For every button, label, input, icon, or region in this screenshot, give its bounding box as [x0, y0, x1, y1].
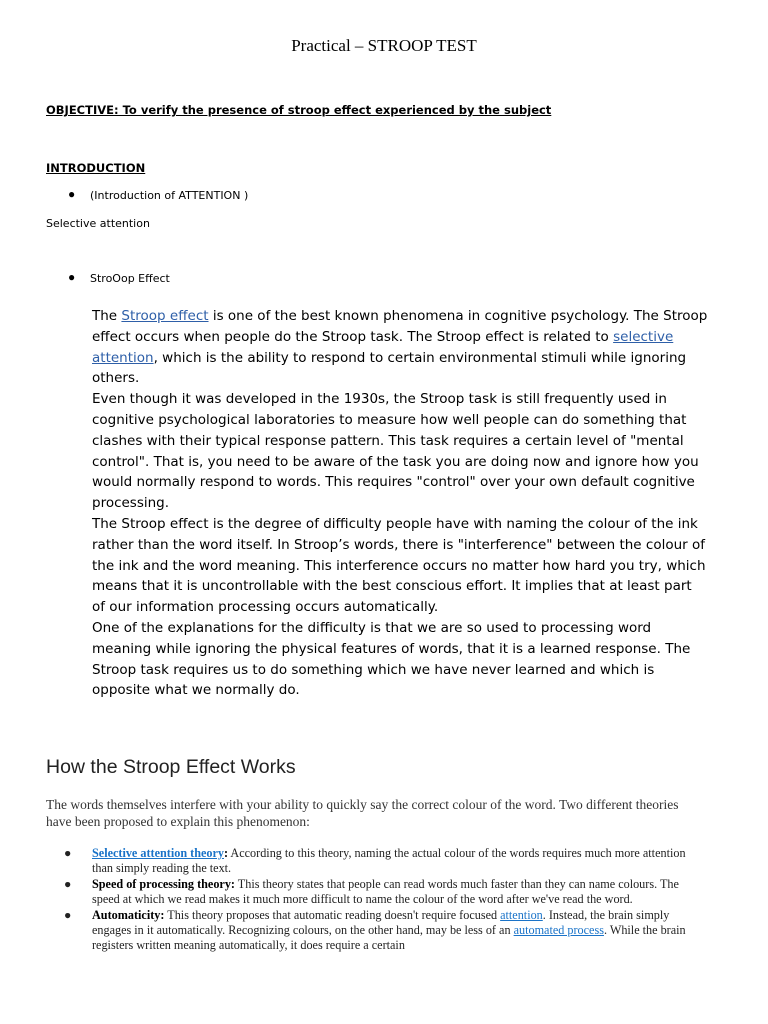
paragraph-1 — [92, 306, 708, 389]
bullet-item-attention: (Introduction of ATTENTION ) — [90, 189, 249, 202]
list-item — [46, 908, 706, 954]
bullet-item-stroop: StroOop Effect — [90, 272, 170, 285]
text-run: According to this theory, naming the actual colour of the words requires much more attention than simply reading the text. — [92, 846, 686, 876]
theories-list — [46, 846, 706, 954]
paragraph-4: One of the explanations for the difficulty is that we are so used to processing word meaning while ignoring the physical features of words, that it is a learned response. The Stroop task requires us to do something which we have never learned and which is opposite what we normally do. — [92, 619, 691, 699]
objective-heading: OBJECTIVE: To verify the presence of stroop effect experienced by the subject — [46, 103, 552, 117]
selective-attention-link[interactable]: selective attention — [92, 328, 674, 366]
page-title: Practical – STROOP TEST — [291, 36, 477, 55]
selective-attention-label: Selective attention — [46, 217, 150, 230]
bullet-icon: ● — [68, 270, 76, 284]
paragraph-2: Even though it was developed in the 1930s, the Stroop task is still frequently used in cognitive psychological laboratories to measure how well people can do something that clashes with their typical response pattern. This task requires a certain level of "mental control". That is, you need to be aware of the task you are doing now and ignore how you would normally respond to words. This requires "control" over your own default cognitive processing. — [92, 391, 699, 512]
automated-process-link[interactable]: automated process — [513, 923, 604, 938]
paragraph-3: The Stroop effect is the degree of difficulty people have with naming the colour of the ink rather than the word itself. In Stroop’s words, there is "interference" between the colour of the ink and the word meaning. This interference occurs no matter how hard you try, which means that it is uncontrollable with the best conscious effort. It implies that at least part of our information processing occurs automatically. — [92, 515, 706, 616]
section-heading: How the Stroop Effect Works — [46, 756, 296, 778]
text-run: . Instead, the brain simply engages in it automatically. Recognizing colours, on the other hand, may be less of an — [92, 907, 670, 938]
section-intro: The words themselves interfere with your ability to quickly say the correct colour of the word. Two different theories have been proposed to explain this phenomenon: — [46, 797, 679, 829]
bullet-icon: ● — [68, 187, 76, 201]
bullet-icon: ● — [64, 876, 72, 891]
text-run: The — [92, 308, 122, 324]
introduction-heading: INTRODUCTION — [46, 161, 146, 175]
stroop-effect-link[interactable]: Stroop effect — [121, 308, 209, 324]
theory-label: Speed of processing theory: — [92, 876, 235, 891]
bullet-icon: ● — [64, 846, 72, 860]
list-item — [46, 846, 706, 877]
text-run: is one of the best known phenomena in cognitive psychology. The Stroop effect occurs when people do the Stroop task. The Stroop effect is related to — [92, 308, 708, 345]
theory-label: Automaticity: — [92, 907, 165, 922]
text-run: : — [224, 846, 229, 860]
text-run: , which is the ability to respond to certain environmental stimuli while ignoring others. — [92, 349, 687, 387]
text-run: This theory proposes that automatic reading doesn't require focused — [164, 907, 501, 922]
text-run: . While the brain registers written meaning automatically, it does require a certain — [92, 923, 686, 953]
selective-attention-theory-link[interactable]: Selective attention theory — [92, 846, 224, 860]
bullet-icon: ● — [64, 907, 72, 922]
text-run: This theory states that people can read words much faster than they can name colours. The speed at which we read makes it much more difficult to name the colour of the word after we've read the word. — [92, 876, 679, 907]
attention-link[interactable]: attention — [500, 907, 543, 922]
list-item — [46, 877, 706, 908]
intro-body — [92, 306, 708, 701]
